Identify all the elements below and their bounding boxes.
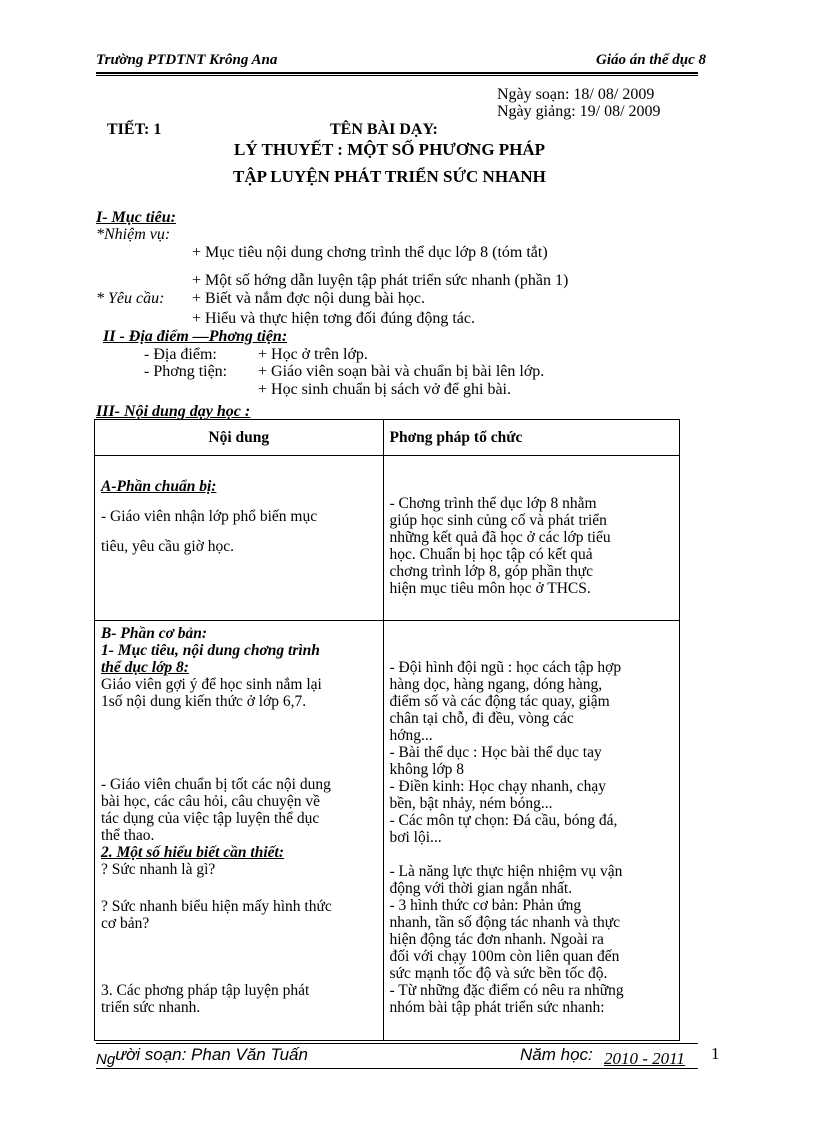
- table-line: - Giáo viên chuẩn bị tốt các nội dung: [101, 776, 331, 793]
- table-line: triển sức nhanh.: [101, 999, 201, 1016]
- footer-rule-bottom: [96, 1068, 698, 1069]
- tasks-label: *Nhiệm vụ:: [96, 226, 171, 243]
- table-line: 1số nội dung kiến thức ở lớp 6,7.: [101, 693, 307, 710]
- page-number: 1: [711, 1044, 720, 1063]
- header-school: Trường PTDTNT Krông Ana: [96, 52, 278, 68]
- table-cell-right: [383, 621, 679, 1041]
- footer-rule: [96, 1043, 698, 1044]
- header-rule-thin: [96, 75, 698, 76]
- footer-year: 2010 - 2011: [604, 1049, 685, 1068]
- table-cell-left: [95, 456, 384, 621]
- table-line: giúp học sinh củng cố và phát triển: [389, 512, 607, 529]
- part-a-heading: A-Phần chuẩn bị:: [101, 478, 217, 495]
- place-label: - Địa điểm:: [144, 346, 217, 363]
- lesson-title-line2: TẬP LUYỆN PHÁT TRIỂN SỨC NHANH: [233, 167, 546, 186]
- subheading-1-cont: thể dục lớp 8:: [101, 659, 189, 676]
- table-line: ? Sức nhanh là gì?: [101, 861, 216, 878]
- table-line: bài học, các câu hỏi, câu chuyện về: [101, 793, 321, 810]
- table-row-main: [95, 621, 680, 1041]
- footer-author-name: ười soạn: Phan Văn Tuấn: [115, 1045, 308, 1064]
- part-b-heading: B- Phần cơ bản:: [101, 625, 208, 642]
- requirement-1: + Biết và nắm đợc nội dung bài học.: [192, 290, 425, 307]
- table-col1-header: Nội dung: [95, 420, 384, 456]
- table-line: nhanh, tần số động tác nhanh và thực: [389, 914, 621, 931]
- table-line: - Bài thể dục : Học bài thể dục tay: [389, 744, 602, 761]
- task-2: + Một số hớng dẫn luyện tập phát triển sức nhanh (phần 1): [192, 272, 569, 289]
- task-1: + Mục tiêu nội dung chơng trình thể dục lớp 8 (tóm tắt): [192, 244, 548, 261]
- table-line: sức mạnh tốc độ và sức bền tốc độ.: [389, 965, 608, 982]
- means-label: - Phơng tiện:: [144, 363, 228, 380]
- date-taught: Ngày giảng: 19/ 08/ 2009: [497, 103, 661, 120]
- table-line: - 3 hình thức cơ bản: Phản ứng: [389, 897, 582, 914]
- table-line: tiêu, yêu cầu giờ học.: [101, 538, 235, 555]
- lesson-period: TIẾT: 1: [107, 121, 162, 138]
- table-line: 3. Các phơng pháp tập luyện phát: [101, 982, 310, 999]
- table-line: chân tại chỗ, đi đều, vòng các: [389, 710, 574, 727]
- requirement-2: + Hiểu và thực hiện tơng đối đúng động tác.: [192, 310, 475, 327]
- section2-heading: II - Địa điểm —Phơng tiện:: [103, 328, 288, 345]
- table-line: hàng dọc, hàng ngang, dóng hàng,: [389, 676, 603, 693]
- table-cell-right: [383, 456, 679, 621]
- content-table: [94, 419, 680, 1041]
- table-line: cơ bản?: [101, 915, 150, 932]
- table-line: học. Chuẩn bị học tập có kết quả: [389, 546, 593, 563]
- table-line: điểm số và các động tác quay, giậm: [389, 693, 610, 710]
- table-row-preparation: [95, 456, 680, 621]
- table-line: nhóm bài tập phát triển sức nhanh:: [389, 999, 605, 1016]
- table-line: - Giáo viên nhận lớp phổ biến mục: [101, 508, 318, 525]
- section3-heading: III- Nội dung dạy học :: [96, 403, 251, 420]
- footer-author: [96, 1045, 308, 1068]
- requirements-label: * Yêu cầu:: [96, 290, 165, 307]
- table-line: tác dụng của việc tập luyện thể dục: [101, 810, 320, 827]
- lesson-title-line1: LÝ THUYẾT : MỘT SỐ PHƯƠNG PHÁP: [234, 140, 546, 159]
- subheading-2: 2. Một số hiểu biết cần thiết:: [101, 844, 284, 861]
- table-line: - Đội hình đội ngũ : học cách tập hợp: [389, 659, 622, 676]
- table-line: đối với chạy 100m còn liên quan đến: [389, 948, 620, 965]
- table-line: - Các môn tự chọn: Đá cầu, bóng đá,: [389, 812, 618, 829]
- table-header-row: [95, 420, 680, 456]
- header-subject: Giáo án thể dục 8: [596, 52, 707, 68]
- table-line: - Chơng trình thể dục lớp 8 nhằm: [389, 495, 597, 512]
- table-line: - Điền kinh: Học chạy nhanh, chạy: [389, 778, 607, 795]
- table-line: - Từ những đặc điểm có nêu ra những: [389, 982, 624, 999]
- table-col2-header: Phơng pháp tổ chức: [383, 420, 679, 456]
- place-value: + Học ở trên lớp.: [258, 346, 368, 363]
- table-line: ? Sức nhanh biểu hiện mấy hình thức: [101, 898, 332, 915]
- subheading-1: 1- Mục tiêu, nội dung chơng trình: [101, 642, 320, 659]
- table-line: hớng...: [389, 727, 433, 744]
- table-line: - Là năng lực thực hiện nhiệm vụ vận: [389, 863, 623, 880]
- footer-year-label: Năm học:: [520, 1045, 593, 1064]
- table-line: thể thao.: [101, 827, 155, 844]
- table-line: động với thời gian ngắn nhất.: [389, 880, 573, 897]
- table-line: hiện động tác đơn nhanh. Ngoài ra: [389, 931, 604, 948]
- table-line: bơi lội...: [389, 829, 442, 846]
- footer-author-prefix: Ng: [96, 1051, 116, 1068]
- means-2: + Học sinh chuẩn bị sách vở để ghi bài.: [258, 381, 511, 398]
- table-cell-left: [95, 621, 384, 1041]
- header-rule: [96, 72, 698, 74]
- table-line: chơng trình lớp 8, góp phần thực: [389, 563, 593, 580]
- table-line: những kết quả đã học ở các lớp tiểu: [389, 529, 611, 546]
- table-line: không lớp 8: [389, 761, 465, 778]
- lesson-name-label: TÊN BÀI DẠY:: [330, 121, 438, 138]
- table-line: Giáo viên gợi ý để học sinh nắm lại: [101, 676, 322, 693]
- section1-heading: I- Mục tiêu:: [96, 209, 176, 226]
- table-line: bền, bật nhảy, ném bóng...: [389, 795, 553, 812]
- means-1: + Giáo viên soạn bài và chuẩn bị bài lên lớp.: [258, 363, 545, 380]
- table-line: hiện mục tiêu môn học ở THCS.: [389, 580, 591, 597]
- date-prepared: Ngày soạn: 18/ 08/ 2009: [497, 86, 655, 103]
